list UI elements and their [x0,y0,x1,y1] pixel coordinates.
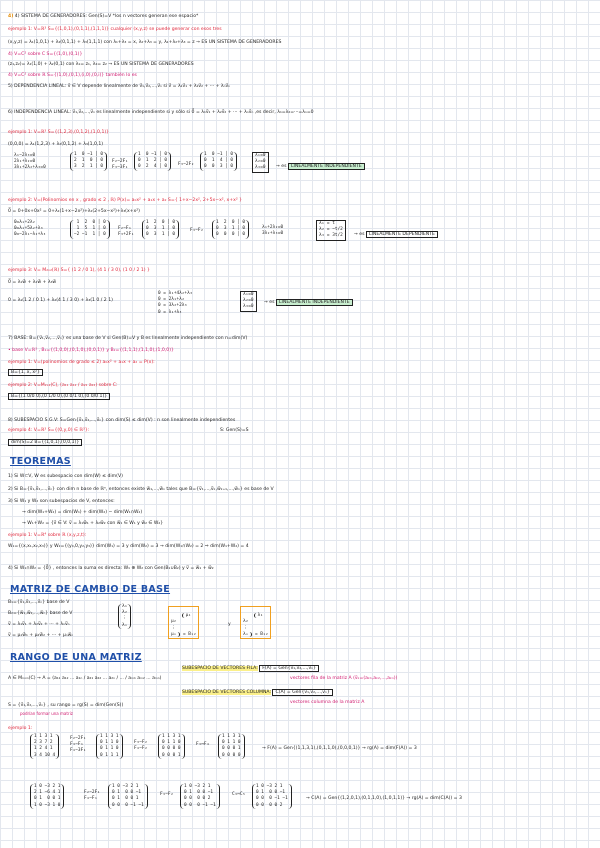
ex2-matrix-a: 1 2 0 │ 0 1 5 1 │ 0 −2 −1 1 │ 0 [70,220,110,239]
ind-example-2-eq: 0⃗ = 0+0x+0x² = 0+λ₁(1+x−2x²)+λ₂(2+5x−x²)+λ₃(x+x²) [8,209,140,214]
base-example-2-answer: B={(1 0/0 0),(0 1/0 0),(0 0/1 0),(0 0/0 1)} [8,394,110,400]
ind-example-3-eq: 0⃗ = λ₁w⃗ + λ₂w⃗ + λ₃w⃗ [8,280,57,285]
subespacio-definition: 8) SUBESPACIO S.G.V: S=Gen{v⃗₁,v⃗₂,...,v⃗ₙ} con dim(S) ≤ dim(V) : n son linealmente independientes [8,418,236,423]
cambio-v1: v⃗ = λ₁v⃗₁ + λ₂v⃗₂ + ··· + λₙv⃗ₙ [8,622,70,627]
ex2-reduced: λ₁+2λ₂=0 3λ₂+λ₃=0 [262,225,284,237]
teorema-example-eq: W₁={(x,x₁,x₂,x₃)} y W₂={(y₀,0,y₂,y₃)} dim(W₁) = 3 y dim(W₂) = 3 → dim(W₁∩W₂) = 2 ⇒ dim(W₁+W₂) = 4 [8,544,249,549]
ex2-result: → es LINEALMENTE DEPENDIENTE [354,232,438,238]
ex3-expanded: 0 = λ₁(1 2 / 0 1) + λ₂(4 1 / 3 0) + λ₃(1 0 / 2 1) [8,298,113,303]
teorema-example: ejemplo 1: V=ℝ⁴ sobre ℝ (x,y,z,t): [8,533,87,538]
independencia-lineal: 6) INDEPENDENCIA LINEAL: v⃗₁,v⃗₂,...,v⃗ₙ es linealmente independiente si y sólo si 0⃗ = λ₁v⃗₁ + λ₂v⃗₂ + ··· + λₙv⃗ₙ ,es decir, λ₁=λ₂=···=λₙ=0 [8,110,314,115]
gen-example-1-eq: (x,y,z) = λ₁(1,0,1) + λ₂(0,1,1) + λ₃(1,1,1) con λ₁+λ₃ = x, λ₂+λ₃ = y, λ₁+λ₂+λ₃ = z → ES UN SISTEMA DE GENERADORES [8,40,282,45]
sub-filas-note: vectores fila de la matriz A (v⃗ₖ=(aₖ₁,aₖ₂,...,aₖₙ)) [290,676,398,681]
ex2-system: 0=λ₁+2λ₂ 0=λ₁+5λ₂+λ₃ 0=−2λ₁−λ₂+λ₃ [14,220,46,238]
rg2-ops-3: C₃↔C₅ [232,792,246,797]
rg2-matrix-d: 1 0 −3 2 1 0 1 0 0 −1 0 0 0 −1 −1 0 0 0 0 2 [252,784,292,809]
gen-example-2-eq: (z₁,z₂)= λ₁(1,0) + λ₂(0,1) con λ₁= z₁, λ₂= z₂ → ES UN SISTEMA DE GENERADORES [8,62,194,67]
rg-result-rows: → F(A) = Gen{(1,1,3,1),(0,1,1,0),(0,0,0,1)} → rg(A) = dim(F(A)) = 3 [262,746,417,751]
rg2-ops-1: F₂−2F₁ F₄−F₁ [84,790,100,802]
cambio-eq-2: λ₁ λ₂ ⋮ λₙ = B₁₂ [240,606,271,639]
gen-example-2: 4) V=C² sobre C S={(1,0),(0,1)} [8,52,83,57]
ex2-ops-2: F₃−F₂ [190,228,204,233]
subespacio-example: ejemplo 4: V=ℝ³ S={(0,y,0) ∈ ℝ³}: [8,428,90,433]
ind-example-3: ejemplo 3: V= M₂ₓ₂(ℝ) S={ (1 2 / 0 1), (4 1 / 3 0), (1 0 / 2 1) } [8,268,150,273]
teorema-3: 3) Si W₁ y W₂ son subespacios de V, entonces: [8,499,115,504]
dependencia-lineal: 5) DEPENDENCIA LINEAL: v⃗ ∈ V depende linealmente de v⃗₁,v⃗₂,...,v⃗ₙ si v⃗ = λ₁v⃗₁ + λ₂v⃗₂ + ··· + λₙv⃗ₙ [8,84,230,89]
rg-matrix-a: 1 1 3 1 2 3 7 2 1 2 4 1 3 4 10 4 [30,734,59,759]
rango-matrix-def: A ∈ Mₘₓₙ(C) → A = (a₁₁ a₁₂ ... a₁ₙ / a₂₁ a₂₂ ... a₂ₙ / ... / aₘ₁ aₘ₂ ... aₘₙ) [8,676,162,681]
rango-note: podrían formar una matriz [20,711,73,716]
teorema-3-a: → dim(W₁+W₂) = dim(W₁) + dim(W₂) − dim(W₁∩W₂) [22,510,143,515]
base-example-canonical: • base V=ℝ³ , B₁={(1,0,0),(0,1,0),(0,0,1)} y B₂={(1,1,1),(1,1,0),(1,0,0)} [8,348,174,353]
ex1-solution: λ₁=0 λ₂=0 λ₃=0 [252,152,269,173]
rg-matrix-d: 1 1 3 1 0 1 1 0 0 0 0 1 0 0 0 0 [218,734,245,759]
rg-ops-1: F₂−2F₁ F₃−F₁ F₄−3F₁ [70,736,86,754]
ex2-ops-1: F₂−F₁ F₃+2F₁ [118,226,134,238]
base-definition: 7) BASE: B={v⃗₁,v⃗₂,...,v⃗ₙ} es una base de V si Gen(B)=V y B es linealmente independiente con n=dim(V) [8,336,248,341]
cambio-b1: B₁={v⃗₁,v⃗₂,...,v⃗ₙ} base de V [8,600,70,605]
teorema-3-b: → W₁+W₂ = {v⃗ ∈ V: v⃗ = λ₁w⃗₁ + λ₂w⃗₂ con w⃗₁ ∈ W₁ y w⃗₂ ∈ W₂} [22,521,164,526]
teorema-4: 4) Si W₁∩W₂ = {0⃗} , entonces la suma es directa: W₁ ⊕ W₂ con Gen(B₁∪B₂) y v⃗ = w⃗₁ + w⃗₂ [8,566,214,571]
heading-teoremas: TEOREMAS [10,456,71,467]
ex2-matrix-b: 1 2 0 │ 0 0 3 1 │ 0 0 3 1 │ 0 [142,220,179,239]
ex1-ops-2: F₃−2F₂ [178,162,194,167]
rango-set-def: S = {v⃗₁,v⃗₂,...,v⃗ₙ} , su rango = rg(S) = dim(Gen(S)) [8,703,124,708]
ex1-ops-1: F₂−2F₁ F₃−3F₁ [112,159,128,171]
heading-rango: RANGO DE UNA MATRIZ [10,652,142,663]
ex2-matrix-c: 1 2 0 │ 0 0 3 1 │ 0 0 0 0 │ 0 [212,220,249,239]
teorema-2: 2) Si B={v⃗₁,v⃗₂,...,v⃗ₙ} con dim n base de ℝⁿ, entonces existe w⃗₁,...,w⃗ₙ tales que B={v⃗₁,...,v⃗ₖ,w⃗ₖ₊₁,...,w⃗ₙ} es base de V [8,487,274,492]
ex1-matrix-b: 1 0 −1 │ 0 0 1 2 │ 0 0 2 4 │ 0 [134,152,171,171]
base-example-1: ejemplo 1: V=(polinomios de grado ≤ 2) a₀x² + a₁x + a₂ = P(x): [8,360,155,365]
gen-example-1: ejemplo 1: V=ℝ³ S={(1,0,1),(0,1,1),(1,1,1)} cualquier (x,y,z) se puede generar con esos tres [8,27,222,32]
rg-ops-2: F₃−F₂ F₄−F₂ [134,740,148,752]
heading-matriz-cambio: MATRIZ DE CAMBIO DE BASE [10,584,171,595]
ex1-matrix-c: 1 0 −1 │ 0 0 1 4 │ 0 0 0 3 │ 0 [200,152,237,171]
cambio-and: y [228,622,231,627]
base-example-2: ejemplo 2: V=M₂ₓ₂(C), (a₁₁ a₁₂ / a₂₁ a₂₂) sobre C: [8,383,118,388]
rg-matrix-b: 1 1 3 1 0 1 1 0 0 1 1 0 0 1 1 1 [96,734,123,759]
teorema-1: 1) Si W⊂V, W es subespacio con dim(W) ≤ dim(V) [8,474,123,479]
sub-cols: SUBESPACIO DE VECTORES COLUMNA: C(A) = Gen{v⃗₁,v⃗₂,...,v⃗ₙ} [182,690,333,696]
cambio-eq-1: μ₁ μ₂ ⋮ μₙ = B₁₂ [168,606,199,639]
sub-cols-note: vectores columna de la matriz A [290,700,365,705]
ex3-system: 0 = λ₁+4λ₂+λ₃ 0 = 2λ₁+λ₂ 0 = 3λ₂+2λ₃ 0 = λ₁+λ₃ [158,291,193,315]
rg-ops-3: F₃↔F₄ [196,742,210,747]
rg2-matrix-a: 1 0 −3 2 1 2 1 −6 4 1 0 1 0 0 1 1 0 −3 1 0 [30,784,64,809]
rango-example-label: ejemplo 1: [8,726,33,731]
rg2-result-cols: → C(A) = Gen{(1,2,0,1),(0,1,1,0),(1,0,1,1)} → rg(A) = dim(C(A)) = 3 [306,796,462,801]
section-generadores-title: 4) 4) SISTEMA DE GENERADORES: Gen(S)=V *los n vectores generan ese espacio* [8,14,199,19]
subespacio-example-answer: dim(S)=2 B={(1,0,1),(0,0,1)} [8,440,82,446]
base-example-1-answer: B={1, x, x²} [8,370,43,376]
cambio-b2: B₂={w⃗₁,w⃗₂,...,w⃗ₙ} base de V [8,611,73,616]
rg2-ops-2: F₃−F₂ [160,792,174,797]
ind-example-1: ejemplo 1: V=ℝ³ S={(1,2,3),(0,1,2),(1,0,1)} [8,130,110,135]
gen-example-3: 4) V=C² sobre ℝ S={(1,0),(0,1),(i,0),(0,i)} también lo es [8,73,137,78]
ex3-result: → es LINEALMENTE INDEPENDIENTE [264,300,353,306]
rg2-matrix-b: 1 0 −3 2 1 0 1 0 0 −1 0 1 0 0 1 0 0 0 −1 −1 [108,784,148,809]
cambio-vector-lambda: λ₁ λ₂ ⋮ λₙ [118,604,131,629]
ex3-solution: λ₁=0 λ₂=0 λ₃=0 [240,291,257,312]
rg-matrix-c: 1 1 3 1 0 1 1 0 0 0 0 0 0 0 0 1 [158,734,185,759]
cambio-v2: v⃗ = μ₁w⃗₁ + μ₂w⃗₂ + ··· + μₙw⃗ₙ [8,633,74,638]
ex1-matrix-a: 1 0 −1 │ 0 2 1 0 │ 0 3 2 1 │ 0 [70,152,107,171]
ex2-solution: λ₁ = t λ₂ = −t/2 λ₃ = 3t/2 [316,220,346,241]
sub-filas: SUBESPACIO DE VECTORES FILA: F(A) = Gen{v⃗₁,v⃗₂,...,v⃗ₙ} [182,666,319,672]
ind-example-1-eq: (0,0,0) = λ₁(1,2,3) + λ₂(0,1,2) + λ₃(1,0,1) [8,142,104,147]
subespacio-example-gen: S: Gen(S)=S [220,428,249,433]
ind-example-2: ejemplo 2: V=(Polinomios en x , grado ≤ 2 , ℝ) P(x)= a₀x² + a₁x + a₂ S={ 1+x−2x², 2+5x−x², x+x² } [8,198,243,203]
ex1-result: → es LINEALMENTE INDEPENDIENTE [276,164,365,170]
ex1-system: λ₁−2λ₃=0 2λ₁+λ₂=0 3λ₁+2λ₂+λ₃=0 [14,153,46,171]
rg2-matrix-c: 1 0 −3 2 1 0 1 0 0 −1 0 0 0 0 2 0 0 0 −1 −1 [180,784,220,809]
